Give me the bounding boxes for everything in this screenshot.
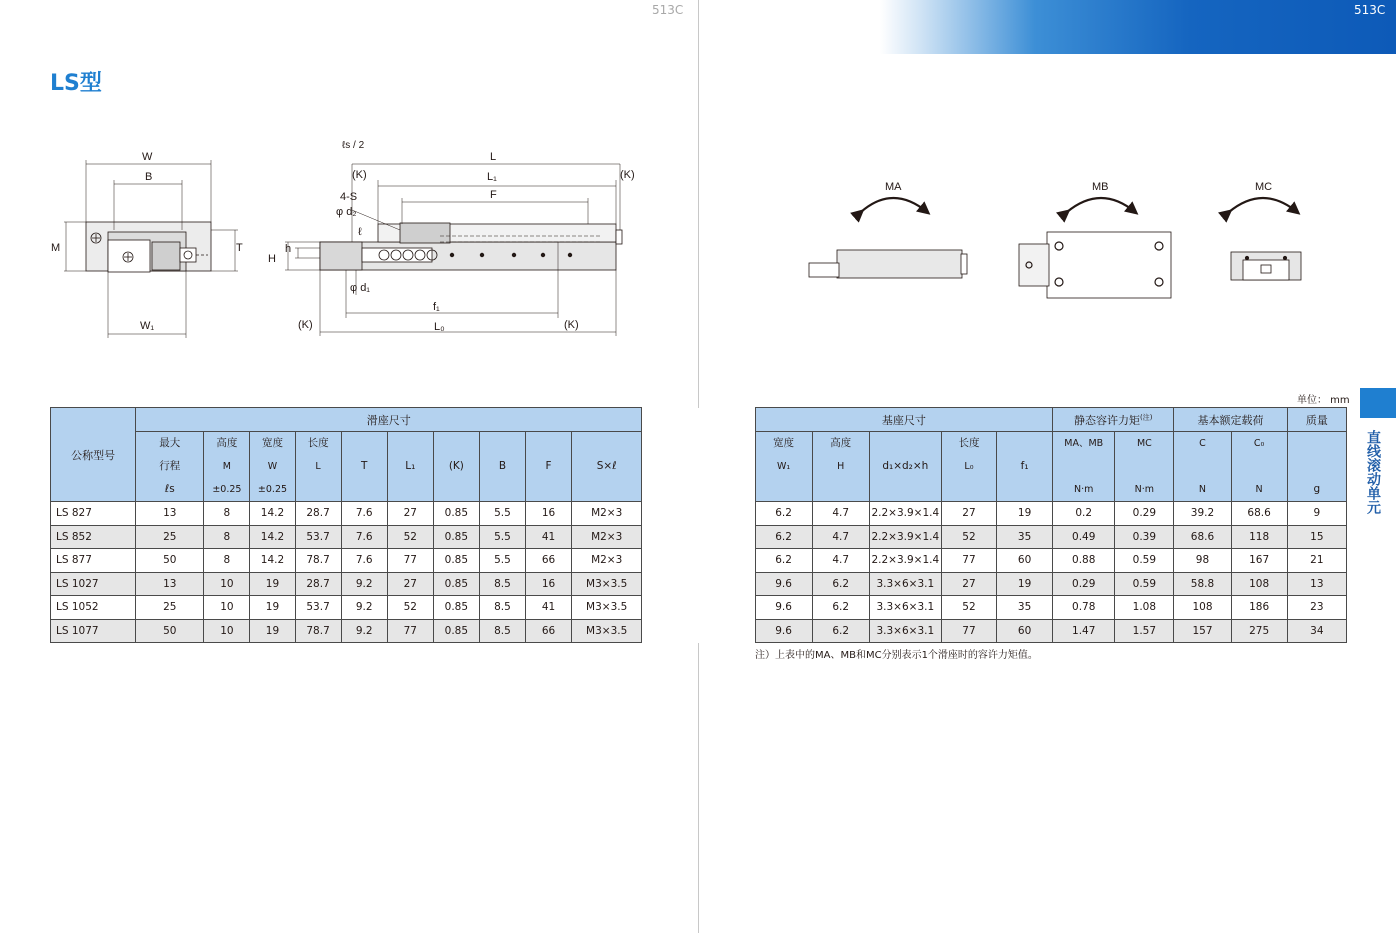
table-cell: 108 [1174,596,1231,620]
header-static-moment: 静态容许力矩$^{(注)}$ [1053,408,1174,432]
table-cell: 68.6 [1174,525,1231,549]
table-cell: 0.29 [1115,502,1174,526]
table-cell: 6.2 [755,525,812,549]
table-cell: 35 [997,596,1053,620]
col-MC: MC N·m [1115,432,1174,502]
col-stroke: 最大 行程 ℓs [136,432,204,502]
table-note: 注）上表中的MA、MB和MC分别表示1个滑座时的容许力矩值。 [755,650,1038,661]
col-W1: 宽度 W₁ [755,432,812,502]
col-L0: 长度 L₀ [941,432,996,502]
table-cell: 7.6 [341,525,387,549]
table-cell: 77 [387,549,433,573]
col-d1-d2-h: d₁×d₂×h [869,432,941,502]
dim-L0: L₀ [434,321,445,333]
section-side-label: 直线滚动单元 [1365,430,1381,514]
col-g: g [1287,432,1346,502]
table-cell: 10 [204,596,250,620]
table-cell: 25 [136,525,204,549]
col-M: 高度 M ±0.25 [204,432,250,502]
table-cell: 3.3×6×3.1 [869,619,941,643]
table-cell: 108 [1231,572,1287,596]
table-cell: M2×3 [572,502,642,526]
table-cell: 6.2 [812,572,869,596]
table-cell: 186 [1231,596,1287,620]
table-cell: 66 [526,549,572,573]
table-cell: 7.6 [341,549,387,573]
table-cell: 2.2×3.9×1.4 [869,502,941,526]
table-cell: 27 [941,572,996,596]
specification-table [50,407,1347,643]
table-gap-cell [642,549,755,573]
table-gap-cell [642,596,755,620]
table-cell: 41 [526,525,572,549]
col-W: 宽度 W ±0.25 [250,432,295,502]
table-cell: M3×3.5 [572,596,642,620]
table-cell: 98 [1174,549,1231,573]
table-cell: 2.2×3.9×1.4 [869,549,941,573]
table-cell: 4.7 [812,502,869,526]
table-cell: 16 [526,502,572,526]
dim-f1: f₁ [433,301,440,313]
table-gap-cell [642,572,755,596]
header-gap [642,408,755,502]
dim-ls2: ℓs / 2 [342,140,365,151]
dim-K-bottom-left: (K) [298,319,313,331]
table-cell: 3.3×6×3.1 [869,596,941,620]
table-cell: 23 [1287,596,1346,620]
table-cell: 9.6 [755,619,812,643]
end-view-drawing [64,160,238,338]
table-cell: 53.7 [295,525,341,549]
model-cell: LS 1077 [51,619,136,643]
table-cell: 2.2×3.9×1.4 [869,525,941,549]
col-C: C N [1174,432,1231,502]
table-gap-cell [642,619,755,643]
page-number-right: 513C [1354,3,1386,17]
table-cell: 9 [1287,502,1346,526]
table-cell: 9.2 [341,596,387,620]
col-H: 高度 H [812,432,869,502]
table-cell: 19 [997,502,1053,526]
table-cell: 52 [941,525,996,549]
table-cell: 21 [1287,549,1346,573]
table-cell: 13 [1287,572,1346,596]
table-cell: 19 [250,572,295,596]
table-cell: 19 [250,596,295,620]
moment-illustrations [795,170,1315,310]
table-row [51,572,1347,596]
table-cell: 0.29 [1053,572,1115,596]
table-cell: 27 [387,502,433,526]
table-cell: 0.2 [1053,502,1115,526]
table-cell: 8 [204,525,250,549]
moment-MC-drawing [1229,198,1301,280]
dim-L: L [490,151,497,163]
page-number-left: 513C [652,3,684,17]
dim-d2: φ d₂ [336,206,357,218]
table-cell: 1.57 [1115,619,1174,643]
table-cell: 28.7 [295,572,341,596]
table-cell: 15 [1287,525,1346,549]
table-cell: 13 [136,502,204,526]
table-cell: 4.7 [812,525,869,549]
table-cell: 16 [526,572,572,596]
table-cell: 53.7 [295,596,341,620]
table-cell: 78.7 [295,619,341,643]
table-cell: 19 [250,619,295,643]
table-cell: 167 [1231,549,1287,573]
table-cell: M2×3 [572,525,642,549]
model-cell: LS 852 [51,525,136,549]
moment-MB-drawing [1019,198,1171,298]
table-cell: 8.5 [479,596,525,620]
table-cell: 6.2 [812,596,869,620]
table-cell: 77 [941,549,996,573]
table-cell: 52 [387,596,433,620]
dim-H: H [268,253,276,265]
table-cell: 52 [387,525,433,549]
table-cell: 10 [204,619,250,643]
col-f1: f₁ [997,432,1053,502]
table-cell: 0.85 [433,619,479,643]
header-mass: 质量 [1287,408,1346,432]
table-cell: 0.85 [433,572,479,596]
table-cell: 1.47 [1053,619,1115,643]
table-cell: 78.7 [295,549,341,573]
dim-W: W [142,151,153,163]
unit-label: 单位： mm [1297,395,1350,406]
model-cell: LS 827 [51,502,136,526]
table-cell: 41 [526,596,572,620]
section-tab [1360,388,1396,418]
header-banner [880,0,1396,54]
table-cell: 52 [941,596,996,620]
table-cell: 6.2 [755,549,812,573]
table-cell: 8.5 [479,619,525,643]
table-cell: 0.59 [1115,549,1174,573]
table-cell: 25 [136,596,204,620]
col-L: 长度 L [295,432,341,502]
table-cell: 77 [387,619,433,643]
header-base: 基座尺寸 [755,408,1053,432]
table-cell: 0.85 [433,549,479,573]
dimension-drawings [40,130,660,345]
table-cell: 5.5 [479,549,525,573]
table-cell: 5.5 [479,502,525,526]
dim-d1: φ d₁ [350,282,371,294]
table-cell: 0.85 [433,596,479,620]
dim-L1: L₁ [487,171,497,183]
table-cell: 0.78 [1053,596,1115,620]
model-cell: LS 877 [51,549,136,573]
table-gap-cell [642,525,755,549]
dim-l: ℓ [358,226,362,238]
header-load: 基本额定载荷 [1174,408,1287,432]
col-S-l: S×ℓ [572,432,642,502]
table-cell: 14.2 [250,549,295,573]
dim-F: F [490,189,497,201]
table-cell: 8 [204,502,250,526]
table-row [51,596,1347,620]
dim-S: 4-S [340,191,358,203]
dim-K-top-left: (K) [352,169,367,181]
table-cell: 10 [204,572,250,596]
dim-K-top-right: (K) [620,169,635,181]
table-cell: 34 [1287,619,1346,643]
table-cell: 0.88 [1053,549,1115,573]
col-T: T [341,432,387,502]
table-cell: 28.7 [295,502,341,526]
col-F: F [526,432,572,502]
table-cell: 4.7 [812,549,869,573]
header-slide: 滑座尺寸 [136,408,642,432]
col-C0: C₀ N [1231,432,1287,502]
col-MA-MB: MA、MB N·m [1053,432,1115,502]
table-cell: 157 [1174,619,1231,643]
table-cell: 35 [997,525,1053,549]
table-cell: 0.49 [1053,525,1115,549]
table-gap-cell [642,502,755,526]
table-cell: 9.2 [341,572,387,596]
table-cell: 8 [204,549,250,573]
table-cell: 13 [136,572,204,596]
table-row [51,525,1347,549]
table-cell: 0.39 [1115,525,1174,549]
col-L1: L₁ [387,432,433,502]
dim-W1: W₁ [140,320,155,332]
table-cell: 1.08 [1115,596,1174,620]
table-cell: 14.2 [250,525,295,549]
table-cell: 0.85 [433,502,479,526]
dim-K-bottom-right: (K) [564,319,579,331]
table-cell: 7.6 [341,502,387,526]
table-cell: 275 [1231,619,1287,643]
moment-MA-drawing [809,198,967,278]
table-cell: 8.5 [479,572,525,596]
table-cell: 6.2 [755,502,812,526]
table-cell: 77 [941,619,996,643]
table-cell: 19 [997,572,1053,596]
table-cell: 6.2 [812,619,869,643]
side-view-drawing [285,164,622,336]
table-cell: 50 [136,549,204,573]
model-cell: LS 1027 [51,572,136,596]
col-K: (K) [433,432,479,502]
table-cell: 3.3×6×3.1 [869,572,941,596]
table-cell: M2×3 [572,549,642,573]
table-cell: 0.59 [1115,572,1174,596]
table-cell: 60 [997,619,1053,643]
label-MA: MA [885,181,902,193]
table-cell: 118 [1231,525,1287,549]
table-cell: 9.6 [755,572,812,596]
table-cell: 58.8 [1174,572,1231,596]
table-cell: 66 [526,619,572,643]
table-cell: 27 [387,572,433,596]
table-cell: M3×3.5 [572,572,642,596]
table-cell: 5.5 [479,525,525,549]
table-cell: 0.85 [433,525,479,549]
header-model: 公称型号 [51,408,136,502]
label-MB: MB [1092,181,1109,193]
table-cell: 14.2 [250,502,295,526]
dim-B: B [145,171,153,183]
label-MC: MC [1255,181,1273,193]
table-cell: M3×3.5 [572,619,642,643]
table-cell: 9.2 [341,619,387,643]
table-cell: 9.6 [755,596,812,620]
dim-M: M [51,242,61,254]
dim-T: T [236,242,243,254]
table-row [51,502,1347,526]
table-cell: 27 [941,502,996,526]
model-cell: LS 1052 [51,596,136,620]
table-cell: 68.6 [1231,502,1287,526]
table-row [51,549,1347,573]
table-cell: 60 [997,549,1053,573]
table-cell: 50 [136,619,204,643]
table-row [51,619,1347,643]
table-cell: 39.2 [1174,502,1231,526]
dim-h: h [285,243,292,255]
col-B: B [479,432,525,502]
series-title: LS型 [50,71,102,96]
